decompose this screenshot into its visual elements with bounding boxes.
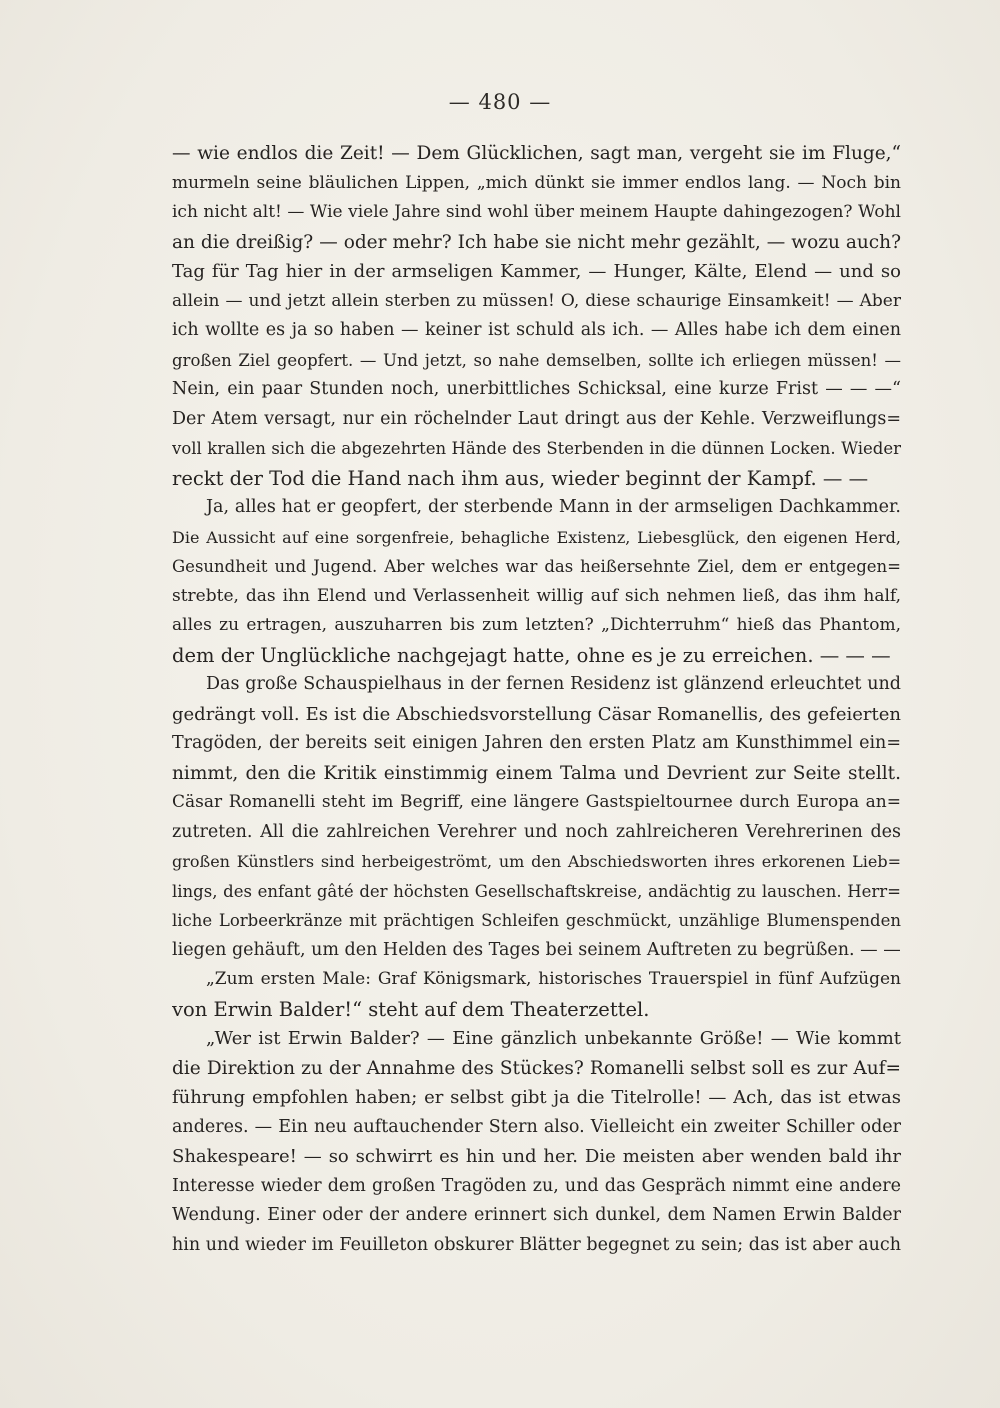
text-line: großen Ziel geopfert. — Und jetzt, so nahe demselben, sollte ich erliegen müssen! —: [172, 350, 901, 370]
text-line: zutreten. All die zahlreichen Verehrer und noch zahlreicheren Verehrerinen des: [172, 821, 901, 842]
text-line: lings, des enfant gâté der höchsten Gesellschaftskreise, andächtig zu lauschen. Herr=: [172, 881, 901, 901]
text-line: gedrängt voll. Es ist die Abschiedsvorstellung Cäsar Romanellis, des gefeierten: [172, 703, 901, 725]
text-line: „Wer ist Erwin Balder? — Eine gänzlich unbekannte Größe! — Wie kommt: [206, 1028, 901, 1049]
text-line: Ja, alles hat er geopfert, der sterbende Mann in der armseligen Dachkammer.: [206, 497, 901, 517]
text-line: murmeln seine bläulichen Lippen, „mich dünkt sie immer endlos lang. — Noch bin: [172, 172, 901, 193]
text-line: strebte, das ihn Elend und Verlassenheit willig auf sich nehmen ließ, das ihm half,: [172, 585, 901, 606]
text-line: Tragöden, der bereits seit einigen Jahren den ersten Platz am Kunsthimmel ein=: [172, 733, 901, 753]
text-line: reckt der Tod die Hand nach ihm aus, wieder beginnt der Kampf. — —: [172, 466, 869, 490]
text-line: liche Lorbeerkränze mit prächtigen Schleifen geschmückt, unzählige Blumenspenden: [172, 911, 901, 930]
text-line: an die dreißig? — oder mehr? Ich habe sie nicht mehr gezählt, — wozu auch?: [172, 231, 901, 253]
text-line: Cäsar Romanelli steht im Begriff, eine längere Gastspieltournee durch Europa an=: [172, 792, 901, 812]
text-line: großen Künstlers sind herbeigeströmt, um den Abschiedsworten ihres erkorenen Lieb=: [172, 852, 901, 871]
text-line: „Zum ersten Male: Graf Königsmark, historisches Trauerspiel in fünf Aufzügen: [206, 969, 901, 989]
text-line: liegen gehäuft, um den Helden des Tages bei seinem Auftreten zu begrüßen. — —: [172, 939, 901, 960]
text-line: von Erwin Balder!“ steht auf dem Theaterzettel.: [172, 997, 650, 1021]
text-line: Die Aussicht auf eine sorgenfreie, behagliche Existenz, Liebesglück, den eigenen Herd,: [172, 527, 901, 547]
text-line: führung empfohlen haben; er selbst gibt ja die Titelrolle! — Ach, das ist etwas: [172, 1087, 901, 1108]
text-line: voll krallen sich die abgezehrten Hände des Sterbenden in die dünnen Locken. Wieder: [172, 439, 901, 458]
text-line: Shakespeare! — so schwirrt es hin und her. Die meisten aber wenden bald ihr: [172, 1146, 901, 1167]
text-line: alles zu ertragen, auszuharren bis zum letzten? „Dichterruhm“ hieß das Phantom,: [172, 615, 901, 635]
text-line: nimmt, den die Kritik einstimmig einem Talma und Devrient zur Seite stellt.: [172, 762, 901, 784]
text-line: ich nicht alt! — Wie viele Jahre sind wohl über meinem Haupte dahingezogen? Wohl: [172, 202, 901, 222]
text-line: anderes. — Ein neu auftauchender Stern also. Vielleicht ein zweiter Schiller oder: [172, 1116, 901, 1137]
text-line: Gesundheit und Jugend. Aber welches war das heißersehnte Ziel, dem er entgegen=: [172, 557, 901, 576]
page-number: — 480 —: [448, 90, 552, 114]
text-line: allein — und jetzt allein sterben zu müssen! O, diese schaurige Einsamkeit! — Aber: [172, 290, 901, 311]
text-line: Wendung. Einer oder der andere erinnert sich dunkel, dem Namen Erwin Balder: [172, 1205, 901, 1225]
text-line: Tag für Tag hier in der armseligen Kammer, — Hunger, Kälte, Elend — und so: [172, 261, 901, 282]
text-line: Nein, ein paar Stunden noch, unerbittliches Schicksal, eine kurze Frist — — —“: [172, 379, 901, 399]
text-line: die Direktion zu der Annahme des Stückes? Romanelli selbst soll es zur Auf=: [172, 1057, 901, 1079]
text-line: Das große Schauspielhaus in der fernen Residenz ist glänzend erleuchtet und: [206, 674, 901, 694]
body-text: [172, 139, 901, 1260]
text-line: Interesse wieder dem großen Tragöden zu, und das Gespräch nimmt eine andere: [172, 1175, 901, 1196]
text-line: dem der Unglückliche nachgejagt hatte, ohne es je zu erreichen. — — —: [172, 643, 891, 667]
text-line: — wie endlos die Zeit! — Dem Glücklichen, sagt man, vergeht sie im Fluge,“: [172, 143, 901, 164]
text-line: ich wollte es ja so haben — keiner ist schuld als ich. — Alles habe ich dem einen: [172, 320, 901, 340]
text-line: Der Atem versagt, nur ein röchelnder Laut dringt aus der Kehle. Verzweiflungs=: [172, 408, 901, 429]
text-line: hin und wieder im Feuilleton obskurer Blätter begegnet zu sein; das ist aber auch: [172, 1234, 901, 1255]
